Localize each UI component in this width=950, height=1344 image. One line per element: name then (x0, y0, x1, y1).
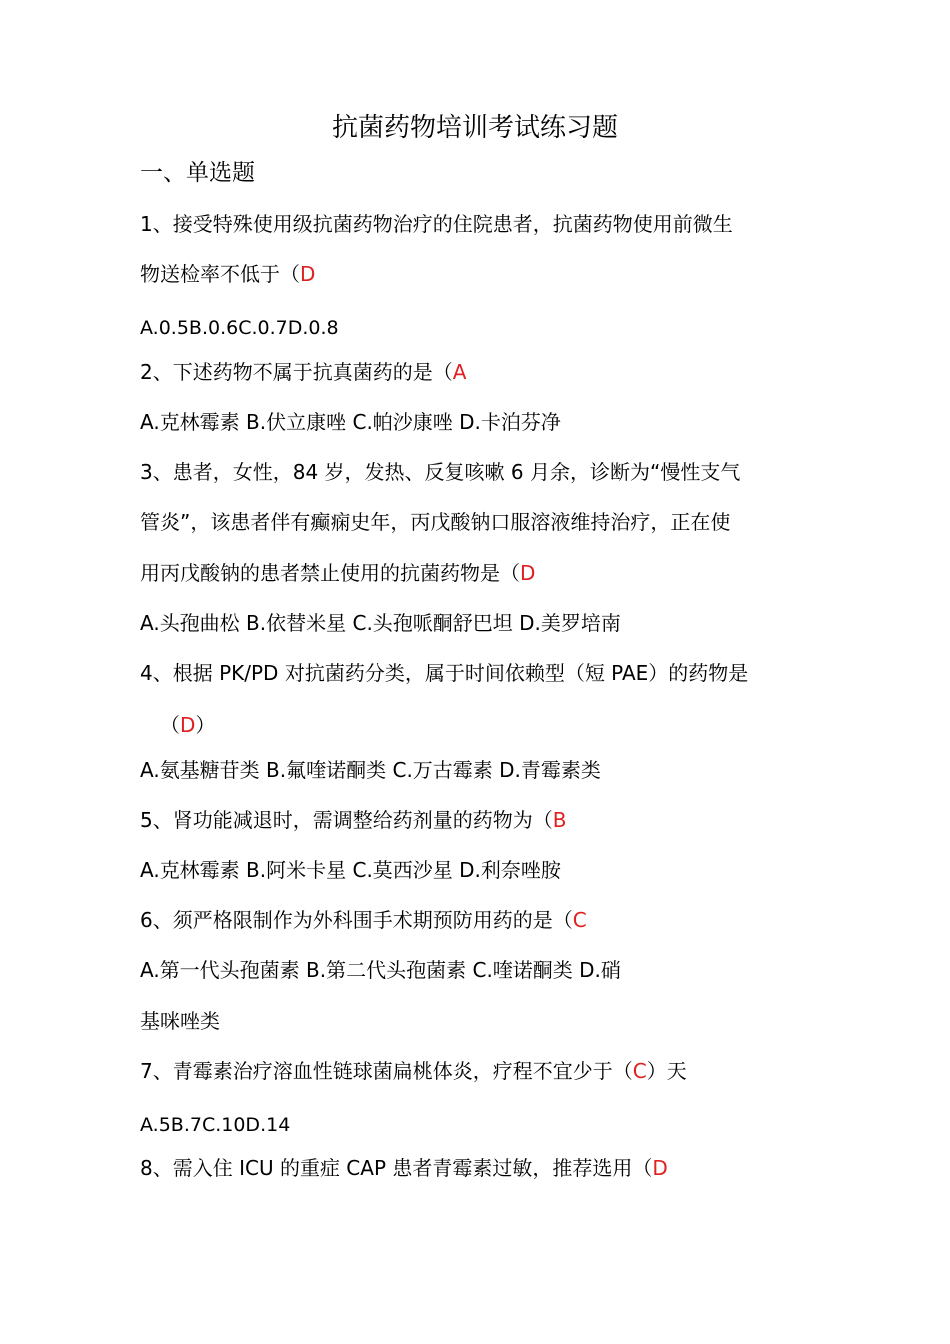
question-6-options-line-2: 基咪唑类 (140, 1009, 220, 1033)
question-8-stem: 8、需入住 ICU 的重症 CAP 患者青霉素过敏，推荐选用（ (140, 1156, 653, 1180)
question-2-stem: 2、下述药物不属于抗真菌药的是（ (140, 360, 453, 384)
question-3-line-2: 管炎”，该患者伴有癫痫史年，丙戊酸钠口服溶液维持治疗，正在使 (140, 510, 731, 534)
question-3-line-1: 3、患者，女性，84 岁，发热、反复咳嗽 6 月余，诊断为“慢性支气 (140, 460, 741, 484)
question-1-line-2 (140, 261, 315, 287)
question-3-options: A.头孢曲松 B.依替米星 C.头孢哌酮舒巴坦 D.美罗培南 (140, 611, 621, 635)
document-title: 抗菌药物培训考试练习题 (331, 113, 618, 143)
question-4-options: A.氨基糖苷类 B.氟喹诺酮类 C.万古霉素 D.青霉素类 (140, 758, 601, 782)
question-8-answer: D (652, 1156, 668, 1180)
question-5-stem: 5、肾功能减退时，需调整给药剂量的药物为（ (140, 808, 553, 832)
question-2-stem-line (140, 359, 466, 385)
question-5-options: A.克林霉素 B.阿米卡星 C.莫西沙星 D.利奈唑胺 (140, 858, 561, 882)
question-7-tail: ）天 (646, 1059, 687, 1083)
question-7-stem: 7、青霉素治疗溶血性链球菌扁桃体炎，疗程不宜少于（ (140, 1059, 633, 1083)
question-5-answer: B (552, 808, 567, 832)
question-2-options: A.克林霉素 B.伏立康唑 C.帕沙康唑 D.卡泊芬净 (140, 410, 561, 434)
question-6-answer: C (572, 908, 587, 932)
question-7-answer: C (632, 1059, 647, 1083)
question-1-line-1: 1、接受特殊使用级抗菌药物治疗的住院患者，抗菌药物使用前微生 (140, 212, 733, 236)
question-4-line-1: 4、根据 PK/PD 对抗菌药分类，属于时间依赖型（短 PAE）的药物是 (140, 661, 749, 685)
question-6-stem-line (140, 907, 587, 933)
question-3-line-3 (140, 560, 535, 586)
question-3-stem-end: 用丙戊酸钠的患者禁止使用的抗菌药物是（ (140, 561, 520, 585)
question-6-options-line-1: A.第一代头孢菌素 B.第二代头孢菌素 C.喹诺酮类 D.硝 (140, 958, 621, 982)
question-4-close-paren: ） (195, 713, 216, 737)
question-7-stem-line (140, 1058, 687, 1084)
question-2-answer: A (452, 360, 467, 384)
question-1-answer: D (300, 262, 316, 286)
question-4-open-paren: （ (160, 713, 180, 737)
question-3-answer: D (520, 561, 536, 585)
question-8-stem-line (140, 1155, 668, 1181)
section-heading: 一、单选题 (140, 160, 255, 186)
question-6-stem: 6、须严格限制作为外科围手术期预防用药的是（ (140, 908, 573, 932)
question-4-answer-line (160, 712, 215, 738)
question-1-options: A.0.5B.0.6C.0.7D.0.8 (140, 317, 339, 339)
question-5-stem-line (140, 807, 566, 833)
question-7-options: A.5B.7C.10D.14 (140, 1114, 291, 1136)
question-4-answer: D (180, 713, 196, 737)
question-1-stem-end: 物送检率不低于（ (140, 262, 300, 286)
